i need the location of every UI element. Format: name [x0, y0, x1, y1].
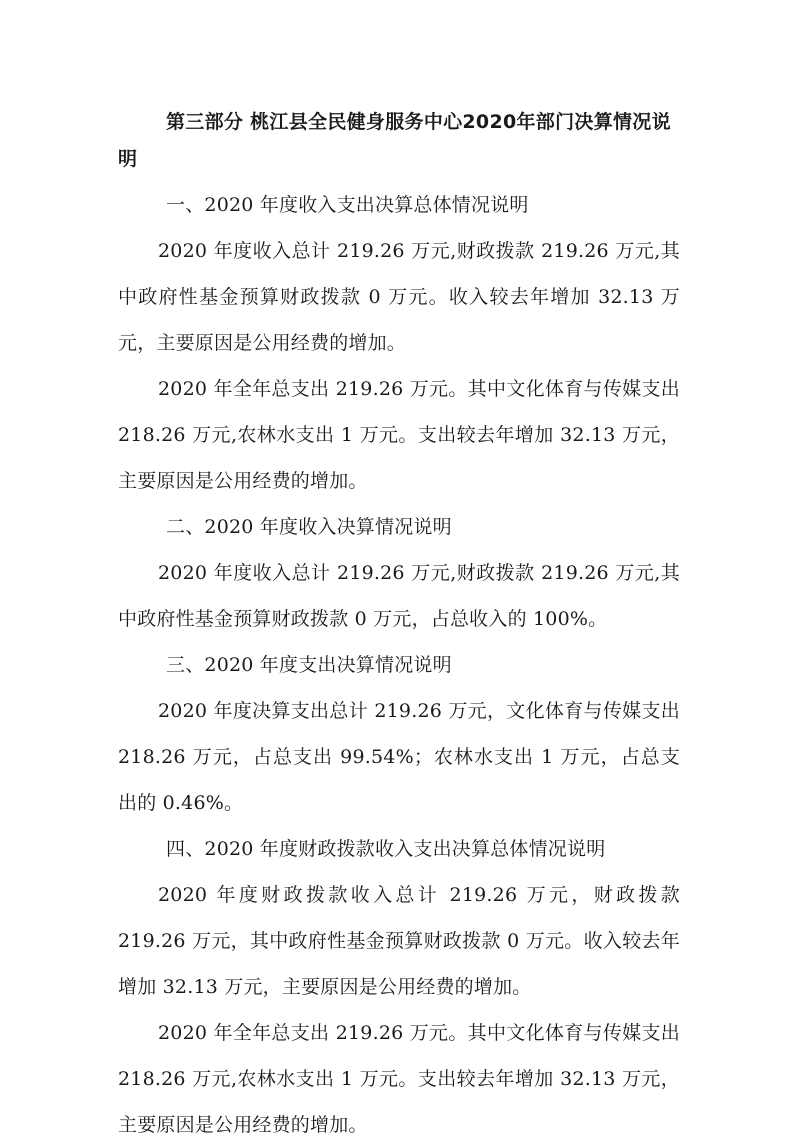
- paragraph-2-1: 2020 年度收入总计 219.26 万元,财政拨款 219.26 万元,其中政府性基金预算财政拨款 0 万元，占总收入的 100%。: [118, 562, 680, 630]
- paragraph-1-2: 2020 年全年总支出 219.26 万元。其中文化体育与传媒支出 218.26 万元,农林水支出 1 万元。支出较去年增加 32.13 万元，主要原因是公用经费的增加。: [118, 378, 680, 492]
- section-heading-2: 二、2020 年度收入决算情况说明: [166, 516, 452, 538]
- paragraph-3-1: 2020 年度决算支出总计 219.26 万元，文化体育与传媒支出 218.26 万元，占总支出 99.54%；农林水支出 1 万元，占总支出的 0.46%。: [118, 700, 680, 814]
- section-heading-3: 三、2020 年度支出决算情况说明: [166, 654, 452, 676]
- document-page: [118, 104, 680, 1148]
- paragraph-4-1: 2020 年度财政拨款收入总计 219.26 万元，财政拨款 219.26 万元，其中政府性基金预算财政拨款 0 万元。收入较去年增加 32.13 万元，主要原因是公用经费的增加。: [118, 884, 680, 998]
- paragraph-4-2: 2020 年全年总支出 219.26 万元。其中文化体育与传媒支出 218.26 万元,农林水支出 1 万元。支出较去年增加 32.13 万元，主要原因是公用经费的增加。: [118, 1022, 680, 1136]
- paragraph-1-1: 2020 年度收入总计 219.26 万元,财政拨款 219.26 万元,其中政府性基金预算财政拨款 0 万元。收入较去年增加 32.13 万元，主要原因是公用经费的增加。: [118, 240, 680, 354]
- section-heading-4: 四、2020 年度财政拨款收入支出决算总体情况说明: [166, 838, 606, 860]
- section-heading-1: 一、2020 年度收入支出决算总体情况说明: [166, 194, 529, 216]
- document-title: 第三部分 桃江县全民健身服务中心2020年部门决算情况说明: [118, 111, 671, 170]
